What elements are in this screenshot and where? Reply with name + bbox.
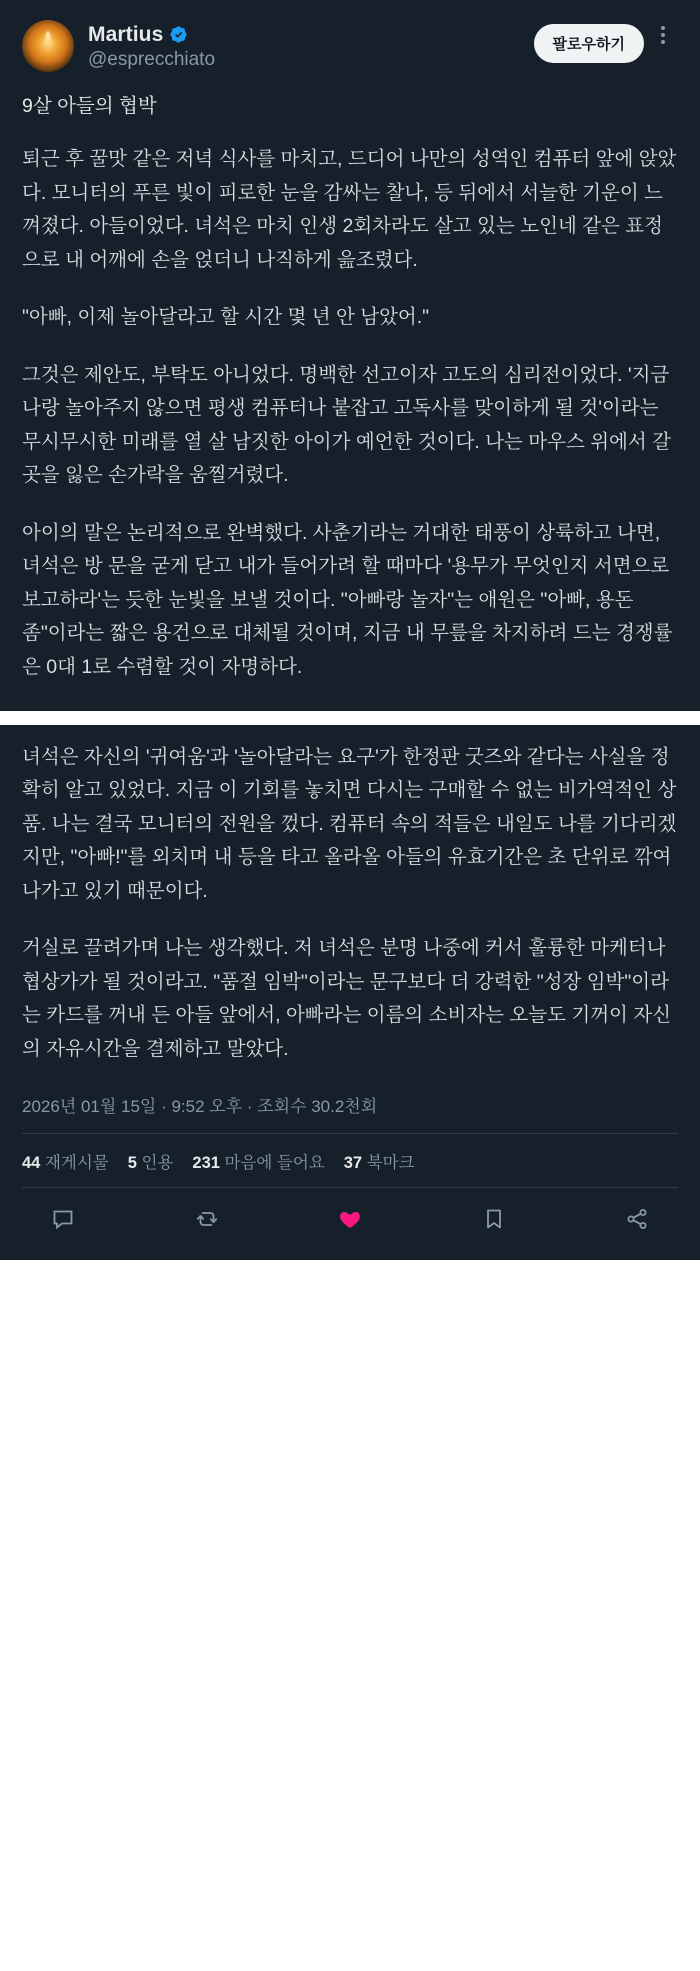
stat-quotes[interactable]: 5 인용 — [127, 1154, 174, 1173]
author-names — [88, 20, 534, 73]
verified-badge-icon — [169, 25, 188, 44]
post-timestamp: 2026년 01월 15일 · 9:52 오후 · 조회수 30.2천회 — [22, 1072, 678, 1134]
author-display-name[interactable]: Martius — [88, 23, 164, 46]
action-bar — [22, 1188, 678, 1240]
stat-likes[interactable]: 231 마음에 들어요 — [192, 1154, 325, 1173]
post-paragraph: 그것은 제안도, 부탁도 아니었다. 명백한 선고이자 고도의 심리전이었다. '지금 나랑 놀아주지 않으면 평생 컴퓨터나 붙잡고 고독사를 맞이하게 될 것'이라는 무시무시한 미래를 열 살 남짓한 아이가 예언한 것이다. 나는 마우스 위에서 갈 곳을 잃은 손가락을 움찔거렸다. — [22, 363, 677, 487]
engagement-stats — [22, 1134, 678, 1188]
bookmark-icon[interactable] — [479, 1204, 509, 1234]
author-handle[interactable]: @esprecchiato — [88, 49, 216, 71]
post-paragraph: "아빠, 이제 놀아달라고 할 시간 몇 년 안 남았어." — [22, 306, 430, 329]
post-title: 9살 아들의 협박 — [22, 94, 157, 117]
stat-bookmarks[interactable]: 37 북마크 — [343, 1154, 415, 1173]
post-paragraph: 거실로 끌려가며 나는 생각했다. 저 녀석은 분명 나중에 커서 훌륭한 마케터나 협상가가 될 것이라고. "품절 임박"이라는 문구보다 더 강력한 "성장 임박"이라는 카드를 꺼내 든 아들 앞에서, 아빠라는 이름의 소비자는 오늘도 기꺼이 자신의 자유시간을 결제하고 말았다. — [22, 937, 671, 1060]
more-options-icon[interactable] — [648, 26, 678, 44]
reply-icon[interactable] — [48, 1204, 78, 1234]
post-paragraph: 아이의 말은 논리적으로 완벽했다. 사춘기라는 거대한 태풍이 상륙하고 나면, 녀석은 방 문을 굳게 닫고 내가 들어가려 할 때마다 '용무가 무엇인지 서면으로 보고하라'는 듯한 눈빛을 보낼 것이다. "아빠랑 놀자"는 애원은 "아빠, 용돈 좀"이라는 짧은 용건으로 대체될 것이며, 지금 내 무릎을 차지하려 드는 경쟁률은 0대 1로 수렴할 것이 자명하다. — [22, 521, 675, 678]
tweet-header — [22, 20, 678, 73]
post-paragraph: 퇴근 후 꿀맛 같은 저녁 식사를 마치고, 드디어 나만의 성역인 컴퓨터 앞에 앉았다. 모니터의 푸른 빛이 피로한 눈을 감싸는 찰나, 등 뒤에서 서늘한 기운이 느껴졌다. 아들이었다. 녀석은 마치 인생 2회차라도 살고 있는 노인네 같은 표정으로 내 어깨에 손을 얹더니 나직하게 읊조렸다. — [22, 148, 677, 271]
post-paragraph: 녀석은 자신의 '귀여움'과 '놀아달라는 요구'가 한정판 굿즈와 같다는 사실을 정확히 알고 있었다. 지금 이 기회를 놓치면 다시는 구매할 수 없는 비가역적인 상품. 나는 결국 모니터의 전원을 껐다. 컴퓨터 속의 적들은 내일도 나를 기다리겠지만, "아빠!"를 외치며 내 등을 타고 올라올 아들의 유효기간은 초 단위로 깎여나가고 있기 때문이다. — [22, 745, 677, 902]
tweet-card-bottom — [0, 725, 700, 1261]
stat-reposts[interactable]: 44 재게시물 — [22, 1154, 109, 1173]
card-divider-gap — [0, 711, 700, 725]
display-name-row — [88, 22, 534, 47]
tweet-card-top — [0, 0, 700, 711]
like-heart-icon[interactable] — [335, 1204, 365, 1234]
follow-button[interactable]: 팔로우하기 — [534, 24, 644, 63]
retweet-icon[interactable] — [192, 1204, 222, 1234]
avatar[interactable] — [22, 20, 74, 72]
share-icon[interactable] — [622, 1204, 652, 1234]
